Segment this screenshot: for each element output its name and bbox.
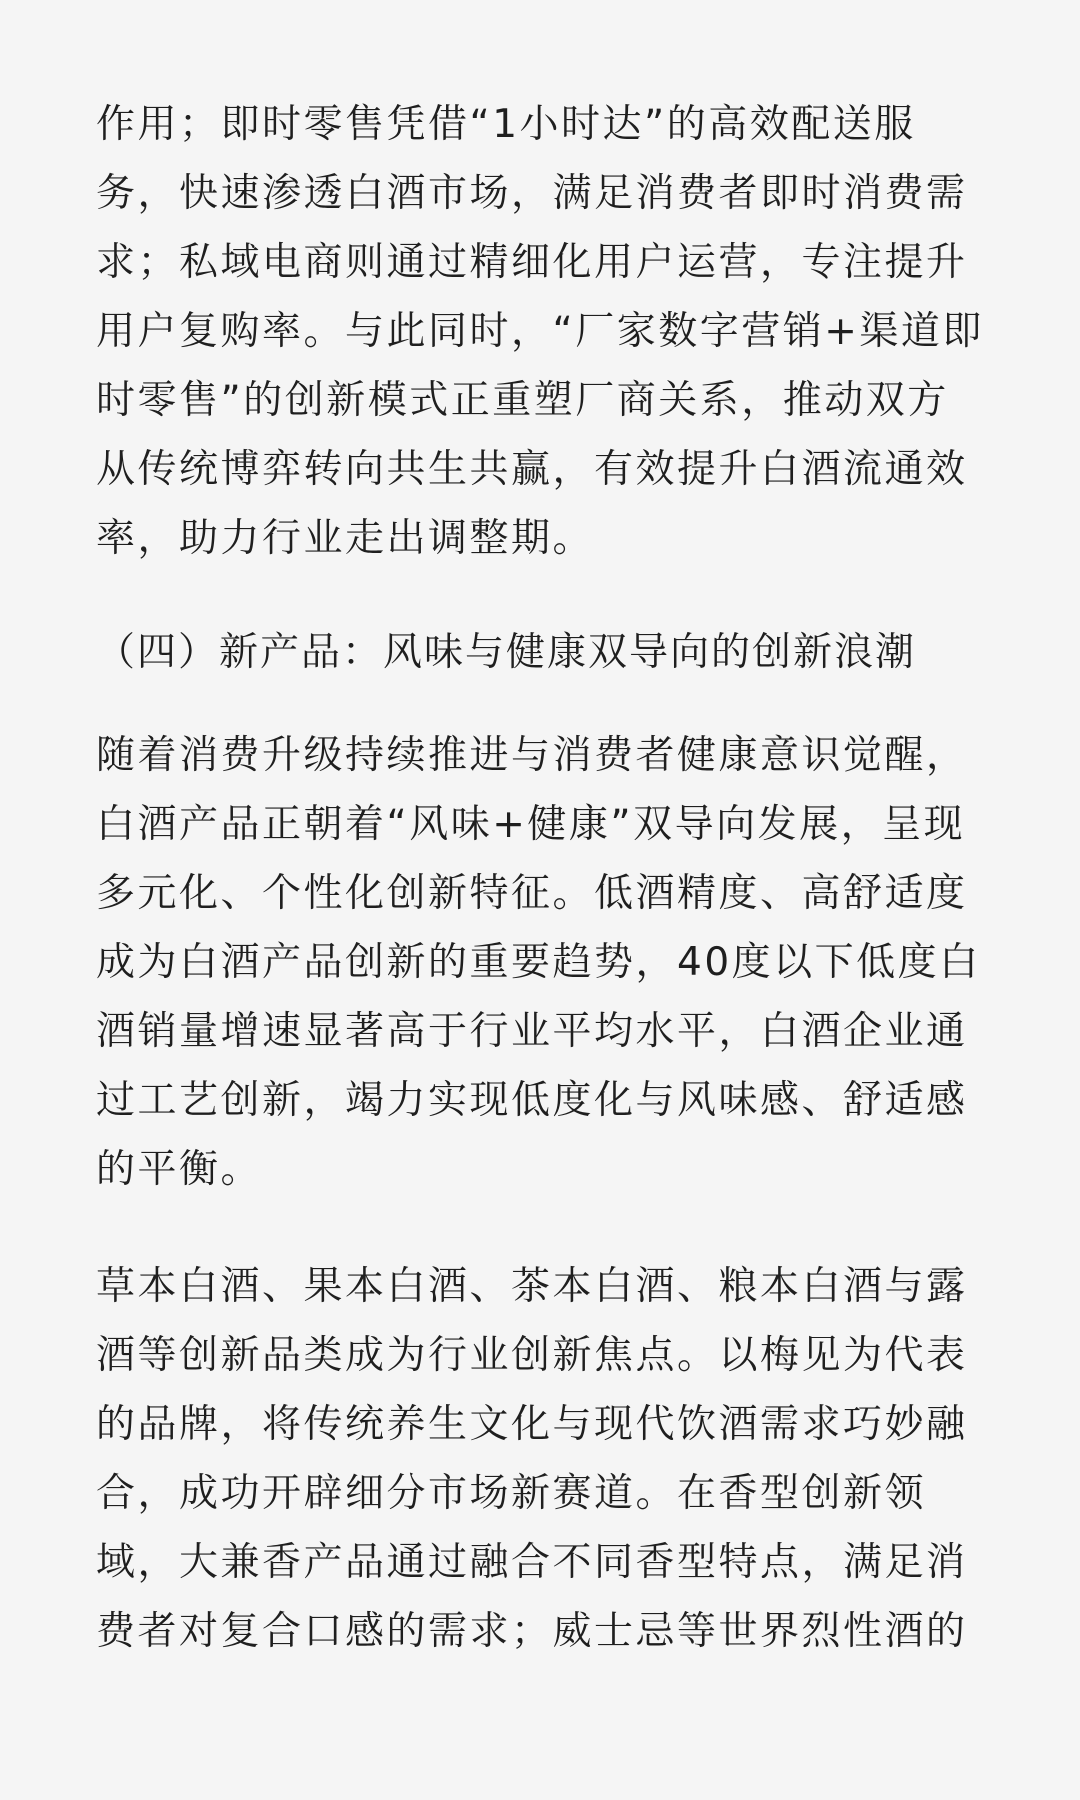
text-line: 多元化、个性化创新特征。低酒精度、高舒适度 bbox=[96, 871, 968, 916]
text-line: 域，大兼香产品通过融合不同香型特点，满足消 bbox=[96, 1540, 968, 1585]
text-line: 时零售”的创新模式正重塑厂商关系，推动双方 bbox=[96, 378, 949, 423]
text-line: 的品牌，将传统养生文化与现代饮酒需求巧妙融 bbox=[96, 1402, 968, 1447]
text-line: 酒等创新品类成为行业创新焦点。以梅见为代表 bbox=[96, 1333, 968, 1378]
text-line: 草本白酒、果本白酒、茶本白酒、粮本白酒与露 bbox=[96, 1264, 968, 1309]
text-line: 费者对复合口感的需求；威士忌等世界烈性酒的 bbox=[96, 1609, 968, 1654]
paragraph-1 bbox=[96, 90, 984, 573]
text-line: 从传统博弈转向共生共赢，有效提升白酒流通效 bbox=[96, 447, 968, 492]
paragraph-2 bbox=[96, 721, 984, 1204]
paragraph-3 bbox=[96, 1252, 984, 1666]
text-line: 合，成功开辟细分市场新赛道。在香型创新领 bbox=[96, 1471, 927, 1516]
text-line: 作用；即时零售凭借“1小时达”的高效配送服 bbox=[96, 102, 916, 147]
text-line: 酒销量增速显著高于行业平均水平，白酒企业通 bbox=[96, 1009, 968, 1054]
text-line: 务，快速渗透白酒市场，满足消费者即时消费需 bbox=[96, 171, 968, 216]
text-line: 过工艺创新，竭力实现低度化与风味感、舒适感 bbox=[96, 1078, 968, 1123]
text-line: 随着消费升级持续推进与消费者健康意识觉醒， bbox=[96, 733, 968, 778]
text-line: 的平衡。 bbox=[96, 1147, 263, 1192]
text-line: 白酒产品正朝着“风味+健康”双导向发展，呈现 bbox=[96, 802, 966, 847]
text-line: 率，助力行业走出调整期。 bbox=[96, 516, 595, 561]
section-heading: （四）新产品：风味与健康双导向的创新浪潮 bbox=[96, 630, 917, 675]
text-line: 用户复购率。与此同时，“厂家数字营销+渠道即 bbox=[96, 309, 984, 354]
text-line: 成为白酒产品创新的重要趋势，40度以下低度白 bbox=[96, 940, 981, 985]
text-line: 求；私域电商则通过精细化用户运营，专注提升 bbox=[96, 240, 968, 285]
